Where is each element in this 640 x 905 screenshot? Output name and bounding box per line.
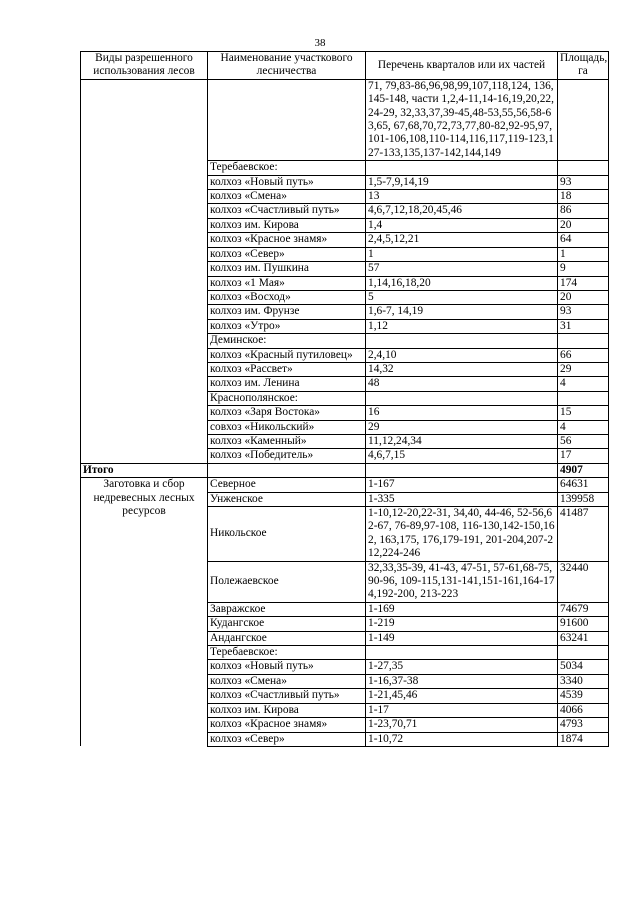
forestry-cell: колхоз «Рассвет» — [208, 362, 366, 376]
table-row — [81, 478, 609, 492]
quarters-cell: 1-27,35 — [366, 660, 558, 674]
forestry-cell: Унженское — [208, 492, 366, 506]
forestry-cell: колхоз «Каменный» — [208, 434, 366, 448]
area-cell: 41487 — [558, 507, 609, 562]
area-cell: 20 — [558, 290, 609, 304]
quarters-cell: 4,6,7,12,18,20,45,46 — [366, 204, 558, 218]
forestry-cell: Теребаевское: — [208, 161, 366, 175]
area-cell: 64631 — [558, 478, 609, 492]
forestry-cell: колхоз «Север» — [208, 732, 366, 746]
quarters-cell: 13 — [366, 190, 558, 204]
use-type-cell-blank — [81, 391, 208, 405]
use-type-cell-blank — [81, 305, 208, 319]
quarters-cell: 1-21,45,46 — [366, 689, 558, 703]
forestry-cell: колхоз «Новый путь» — [208, 175, 366, 189]
quarters-cell: 1,14,16,18,20 — [366, 276, 558, 290]
forestry-cell: Краснополянское: — [208, 391, 366, 405]
quarters-cell: 1-23,70,71 — [366, 718, 558, 732]
forestry-cell: колхоз им. Кирова — [208, 218, 366, 232]
forestry-cell: колхоз «Утро» — [208, 319, 366, 333]
quarters-cell: 16 — [366, 406, 558, 420]
area-cell: 63241 — [558, 631, 609, 645]
quarters-cell: 1,4 — [366, 218, 558, 232]
forestry-cell: колхоз им. Пушкина — [208, 262, 366, 276]
table-row — [81, 348, 609, 362]
use-type-cell: Заготовка и сбор недревесных лесных ресурсов — [81, 478, 208, 747]
area-cell: 15 — [558, 406, 609, 420]
use-type-cell-blank — [81, 290, 208, 304]
quarters-cell: 1-149 — [366, 631, 558, 645]
forestry-cell: колхоз «Счастливый путь» — [208, 689, 366, 703]
table-row — [81, 218, 609, 232]
use-type-cell-blank — [81, 377, 208, 391]
quarters-cell: 1-169 — [366, 602, 558, 616]
table-row — [81, 161, 609, 175]
area-cell: 1874 — [558, 732, 609, 746]
table-row — [81, 420, 609, 434]
header-row — [81, 52, 609, 80]
quarters-cell — [366, 646, 558, 660]
area-cell: 174 — [558, 276, 609, 290]
total-row — [81, 463, 609, 477]
table-row — [81, 190, 609, 204]
quarters-cell: 14,32 — [366, 362, 558, 376]
quarters-cell: 1-335 — [366, 492, 558, 506]
forestry-cell: колхоз им. Фрунзе — [208, 305, 366, 319]
area-cell: 4066 — [558, 703, 609, 717]
forestry-cell: Никольское — [208, 507, 366, 562]
area-cell: 5034 — [558, 660, 609, 674]
use-type-cell-blank — [81, 262, 208, 276]
use-type-cell-blank — [81, 204, 208, 218]
quarters-cell: 1,12 — [366, 319, 558, 333]
forestry-cell: Северное — [208, 478, 366, 492]
quarters-cell: 1-219 — [366, 617, 558, 631]
table-row — [81, 290, 609, 304]
forestry-cell: колхоз «Заря Востока» — [208, 406, 366, 420]
area-cell: 32440 — [558, 561, 609, 602]
forestry-cell: Завражское — [208, 602, 366, 616]
header-forestry: Наименование участкового лесничества — [208, 52, 366, 80]
area-cell: 29 — [558, 362, 609, 376]
use-type-cell-blank — [81, 218, 208, 232]
quarters-cell — [366, 334, 558, 348]
area-cell: 139958 — [558, 492, 609, 506]
forestry-cell: колхоз «Север» — [208, 247, 366, 261]
use-type-cell-blank — [81, 276, 208, 290]
table-row — [81, 334, 609, 348]
quarters-cell: 5 — [366, 290, 558, 304]
table-row — [81, 449, 609, 463]
forestry-cell: Андангское — [208, 631, 366, 645]
table-row — [81, 204, 609, 218]
use-type-cell-blank — [81, 79, 208, 160]
forestry-cell: Полежаевское — [208, 561, 366, 602]
forestry-cell: Теребаевское: — [208, 646, 366, 660]
quarters-cell: 1,5-7,9,14,19 — [366, 175, 558, 189]
total-area: 4907 — [558, 463, 609, 477]
header-use-type: Виды разрешенного использования лесов — [81, 52, 208, 80]
area-cell — [558, 334, 609, 348]
table-row — [81, 262, 609, 276]
forestry-cell: колхоз «Победитель» — [208, 449, 366, 463]
use-type-cell-blank — [81, 420, 208, 434]
area-cell: 86 — [558, 204, 609, 218]
forestry-cell: колхоз «Красный путиловец» — [208, 348, 366, 362]
quarters-cell: 71, 79,83-86,96,98,99,107,118,124, 136, 145-148, части 1,2,4-11,14-16,19,20,22,24-29, 32,33,37,39-45,48-53,55,56,58-63,65, 67,68,70,72,73,77,80-82,92-95,97, 101-106,108,110-114,116,117,119-123,127-133,135,137-142,144,149 — [366, 79, 558, 160]
area-cell: 4539 — [558, 689, 609, 703]
forestry-cell: колхоз «Смена» — [208, 674, 366, 688]
quarters-cell: 48 — [366, 377, 558, 391]
forestry-cell: колхоз им. Кирова — [208, 703, 366, 717]
forest-use-table — [80, 51, 609, 747]
table-row — [81, 233, 609, 247]
use-type-cell-blank — [81, 233, 208, 247]
table-row — [81, 362, 609, 376]
quarters-cell: 4,6,7,15 — [366, 449, 558, 463]
area-cell — [558, 79, 609, 160]
quarters-cell: 11,12,24,34 — [366, 434, 558, 448]
forestry-cell: колхоз «Восход» — [208, 290, 366, 304]
use-type-cell-blank — [81, 247, 208, 261]
area-cell: 93 — [558, 175, 609, 189]
quarters-cell: 1 — [366, 247, 558, 261]
table-row — [81, 79, 609, 160]
quarters-cell: 1-17 — [366, 703, 558, 717]
use-type-cell-blank — [81, 406, 208, 420]
table-row — [81, 434, 609, 448]
table-row — [81, 319, 609, 333]
area-cell: 18 — [558, 190, 609, 204]
quarters-cell: 1,6-7, 14,19 — [366, 305, 558, 319]
forestry-cell: колхоз «Новый путь» — [208, 660, 366, 674]
total-quarters-cell — [366, 463, 558, 477]
table-row — [81, 276, 609, 290]
use-type-cell-blank — [81, 449, 208, 463]
use-type-cell-blank — [81, 334, 208, 348]
quarters-cell: 1-16,37-38 — [366, 674, 558, 688]
table-row — [81, 175, 609, 189]
area-cell — [558, 391, 609, 405]
forestry-cell: колхоз «1 Мая» — [208, 276, 366, 290]
total-forestry-cell — [208, 463, 366, 477]
use-type-cell-blank — [81, 161, 208, 175]
area-cell: 64 — [558, 233, 609, 247]
forestry-cell: колхоз им. Ленина — [208, 377, 366, 391]
use-type-cell-blank — [81, 190, 208, 204]
use-type-cell-blank — [81, 362, 208, 376]
area-cell: 3340 — [558, 674, 609, 688]
area-cell: 93 — [558, 305, 609, 319]
use-type-cell-blank — [81, 175, 208, 189]
use-type-cell-blank — [81, 348, 208, 362]
use-type-cell-blank — [81, 434, 208, 448]
quarters-cell: 57 — [366, 262, 558, 276]
area-cell: 74679 — [558, 602, 609, 616]
quarters-cell: 1-10,72 — [366, 732, 558, 746]
forestry-cell: колхоз «Красное знамя» — [208, 233, 366, 247]
table-row — [81, 305, 609, 319]
quarters-cell: 2,4,5,12,21 — [366, 233, 558, 247]
table-row — [81, 247, 609, 261]
forestry-cell: колхоз «Счастливый путь» — [208, 204, 366, 218]
table-row — [81, 406, 609, 420]
area-cell: 66 — [558, 348, 609, 362]
total-label: Итого — [81, 463, 208, 477]
quarters-cell: 32,33,35-39, 41-43, 47-51, 57-61,68-75, 90-96, 109-115,131-141,151-161,164-174,192-200, 213-223 — [366, 561, 558, 602]
area-cell: 1 — [558, 247, 609, 261]
quarters-cell — [366, 391, 558, 405]
quarters-cell — [366, 161, 558, 175]
table-row — [81, 377, 609, 391]
area-cell — [558, 646, 609, 660]
header-area: Площадь, га — [558, 52, 609, 80]
forestry-cell: Кудангское — [208, 617, 366, 631]
area-cell: 91600 — [558, 617, 609, 631]
quarters-cell: 29 — [366, 420, 558, 434]
area-cell: 4 — [558, 377, 609, 391]
total-body — [81, 463, 609, 477]
area-cell: 20 — [558, 218, 609, 232]
area-cell: 4793 — [558, 718, 609, 732]
area-cell: 4 — [558, 420, 609, 434]
area-cell: 17 — [558, 449, 609, 463]
area-cell — [558, 161, 609, 175]
section2-body — [81, 478, 609, 747]
area-cell: 9 — [558, 262, 609, 276]
quarters-cell: 2,4,10 — [366, 348, 558, 362]
forestry-cell: колхоз «Смена» — [208, 190, 366, 204]
forestry-cell: колхоз «Красное знамя» — [208, 718, 366, 732]
area-cell: 31 — [558, 319, 609, 333]
forestry-cell — [208, 79, 366, 160]
header-quarters: Перечень кварталов или их частей — [366, 52, 558, 80]
page-number: 38 — [314, 37, 326, 49]
quarters-cell: 1-10,12-20,22-31, 34,40, 44-46, 52-56,62-67, 76-89,97-108, 116-130,142-150,162, 163,175, 176,179-191, 201-204,207-212,224-246 — [366, 507, 558, 562]
forestry-cell: совхоз «Никольский» — [208, 420, 366, 434]
forestry-cell: Деминское: — [208, 334, 366, 348]
table-row — [81, 391, 609, 405]
use-type-cell-blank — [81, 319, 208, 333]
section1-body — [81, 79, 609, 463]
area-cell: 56 — [558, 434, 609, 448]
quarters-cell: 1-167 — [366, 478, 558, 492]
